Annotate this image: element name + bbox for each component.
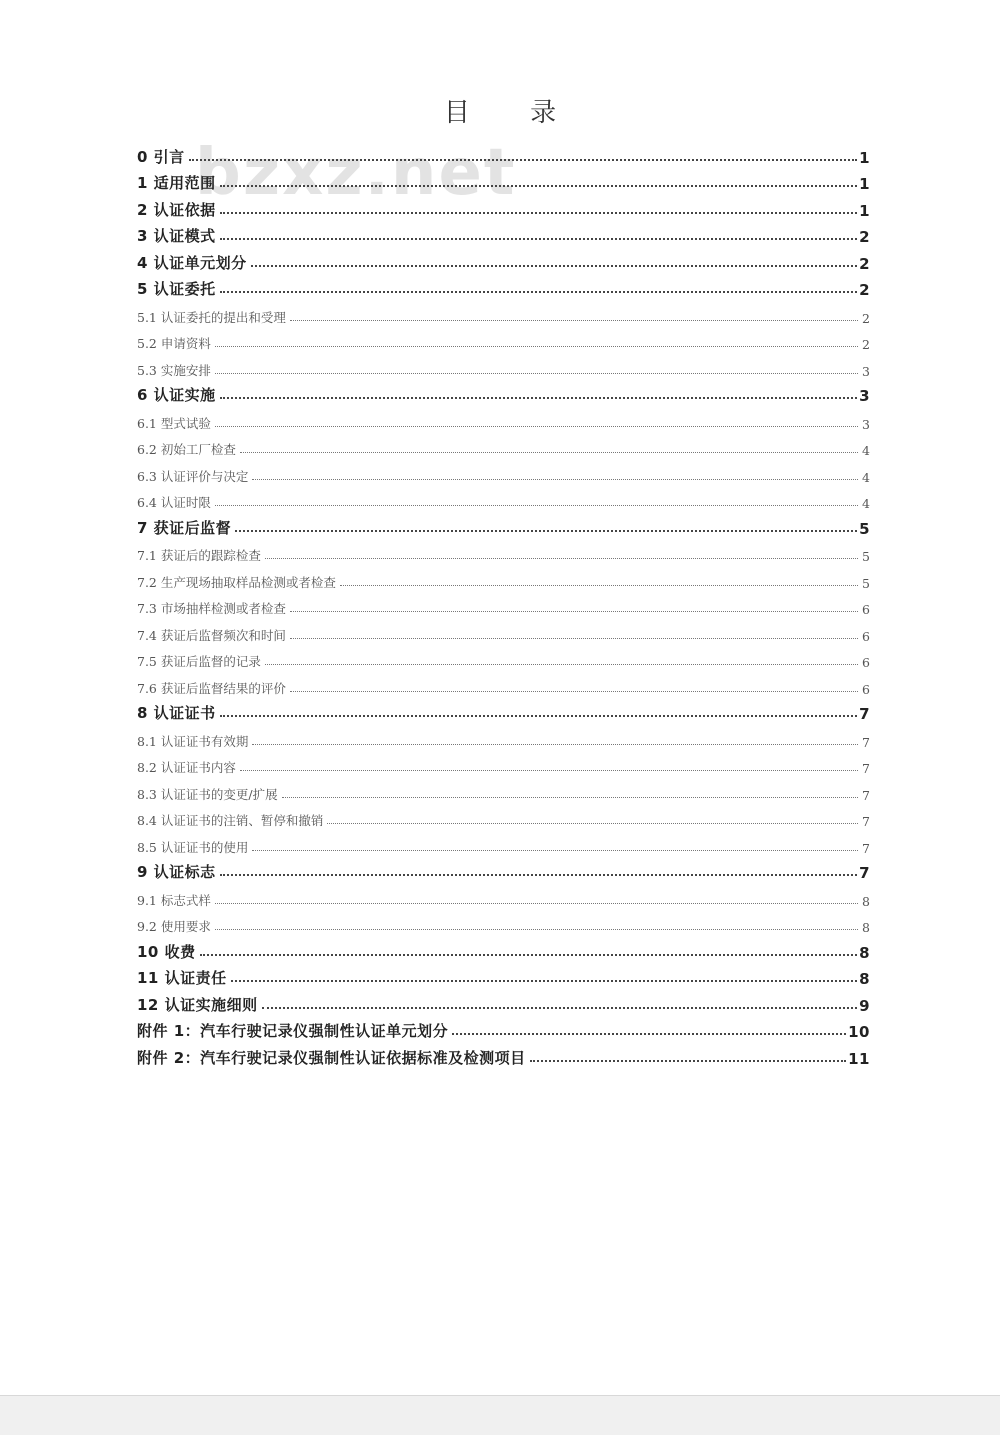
toc-entry[interactable] <box>137 697 870 724</box>
toc-page-number: 9 <box>859 996 870 1015</box>
toc-leader-dots <box>340 585 858 586</box>
toc-subentry[interactable] <box>137 432 870 459</box>
toc-entry-label: 7.6 获证后监督结果的评价 <box>137 680 286 696</box>
toc-page-number: 7 <box>859 705 870 723</box>
toc-page-number: 8 <box>859 970 870 988</box>
toc-page-number: 4 <box>862 469 870 485</box>
toc-entry-label: 5.2 申请资料 <box>137 336 211 351</box>
toc-leader-dots <box>220 212 857 214</box>
toc-subentry[interactable] <box>137 405 870 432</box>
toc-entry[interactable] <box>137 167 870 194</box>
toc-page-number: 3 <box>862 416 870 432</box>
toc-leader-dots <box>252 744 858 745</box>
toc-entry[interactable] <box>137 193 870 220</box>
toc-entry-label: 8.5 认证证书的使用 <box>137 839 249 855</box>
toc-page-number: 5 <box>859 519 870 538</box>
toc-entry-label: 12 认证实施细则 <box>137 995 258 1014</box>
toc-entry[interactable] <box>137 511 870 538</box>
toc-leader-dots <box>240 770 858 771</box>
toc-leader-dots <box>220 715 857 717</box>
toc-leader-dots <box>290 638 858 639</box>
toc-entry-label: 8.1 认证证书有效期 <box>137 733 249 749</box>
toc-leader-dots <box>262 1007 857 1009</box>
toc-subentry[interactable] <box>137 485 870 512</box>
toc-page-number: 1 <box>859 148 870 167</box>
toc-subentry[interactable] <box>137 591 870 618</box>
toc-leader-dots <box>290 691 858 692</box>
toc-leader-dots <box>252 479 858 480</box>
toc-entry-label: 8.4 认证证书的注销、暂停和撤销 <box>137 813 324 828</box>
toc-leader-dots <box>251 265 857 267</box>
toc-leader-dots <box>290 320 858 321</box>
toc-page-number: 10 <box>848 1023 870 1041</box>
toc-entry-label: 8 认证证书 <box>137 704 216 722</box>
toc-leader-dots <box>215 373 858 374</box>
toc-subentry[interactable] <box>137 326 870 353</box>
toc-page-number: 7 <box>862 734 870 750</box>
toc-leader-dots <box>235 530 857 532</box>
table-of-contents <box>137 140 870 1068</box>
toc-entry-label: 6.2 初始工厂检查 <box>137 442 236 457</box>
toc-page-number: 7 <box>862 814 870 829</box>
toc-entry[interactable] <box>137 935 870 962</box>
toc-entry[interactable] <box>137 379 870 406</box>
toc-entry[interactable] <box>137 246 870 273</box>
toc-leader-dots <box>452 1033 846 1035</box>
viewer-bottom-bar <box>0 1395 1000 1435</box>
toc-entry-label: 6 认证实施 <box>137 386 216 404</box>
toc-leader-dots <box>220 238 857 240</box>
toc-leader-dots <box>265 664 858 665</box>
toc-subentry[interactable] <box>137 458 870 485</box>
toc-entry-label: 6.3 认证评价与决定 <box>137 468 249 484</box>
toc-entry-label: 7.4 获证后监督频次和时间 <box>137 627 286 643</box>
toc-leader-dots <box>215 929 858 930</box>
toc-subentry[interactable] <box>137 617 870 644</box>
toc-page-number: 5 <box>862 575 870 591</box>
toc-subentry[interactable] <box>137 723 870 750</box>
toc-entry-label: 10 收费 <box>137 942 196 961</box>
toc-entry-label: 1 适用范围 <box>137 174 216 192</box>
toc-entry-label: 4 认证单元划分 <box>137 253 247 272</box>
toc-subentry[interactable] <box>137 564 870 591</box>
toc-leader-dots <box>215 346 858 347</box>
toc-entry-label: 5 认证委托 <box>137 280 216 298</box>
toc-subentry[interactable] <box>137 803 870 830</box>
toc-entry[interactable] <box>137 988 870 1015</box>
toc-leader-dots <box>215 903 858 904</box>
toc-leader-dots <box>220 874 857 876</box>
toc-leader-dots <box>220 291 857 293</box>
toc-entry-label: 8.3 认证证书的变更/扩展 <box>137 786 278 802</box>
toc-leader-dots <box>240 452 858 453</box>
toc-subentry[interactable] <box>137 829 870 856</box>
toc-leader-dots <box>282 797 858 798</box>
toc-entry[interactable] <box>137 140 870 167</box>
toc-subentry[interactable] <box>137 538 870 565</box>
watermark-text: bzxz.net <box>195 136 517 210</box>
toc-page-number: 7 <box>862 761 870 776</box>
toc-page-number: 2 <box>859 254 870 273</box>
toc-leader-dots <box>220 185 857 187</box>
toc-entry-label: 3 认证模式 <box>137 227 216 245</box>
toc-entry-label: 5.3 实施安排 <box>137 362 211 378</box>
toc-subentry[interactable] <box>137 299 870 326</box>
toc-entry-label: 9 认证标志 <box>137 863 216 881</box>
toc-subentry[interactable] <box>137 352 870 379</box>
toc-entry[interactable] <box>137 1015 870 1042</box>
toc-page-number: 6 <box>862 681 870 697</box>
toc-entry[interactable] <box>137 1041 870 1068</box>
toc-page-number: 1 <box>859 201 870 220</box>
toc-page-number: 11 <box>848 1049 870 1068</box>
toc-leader-dots <box>265 558 858 559</box>
toc-page-number: 3 <box>862 363 870 379</box>
toc-entry-label: 0 引言 <box>137 147 185 166</box>
toc-page-number: 7 <box>859 864 870 882</box>
toc-page-number: 8 <box>862 893 870 909</box>
toc-entry-label: 7.2 生产现场抽取样品检测或者检查 <box>137 574 336 590</box>
toc-entry-label: 5.1 认证委托的提出和受理 <box>137 309 286 325</box>
toc-page-number: 2 <box>862 337 870 352</box>
toc-entry[interactable] <box>137 273 870 300</box>
toc-page-number: 6 <box>862 602 870 617</box>
toc-entry-label: 附件 2：汽车行驶记录仪强制性认证依据标准及检测项目 <box>137 1048 526 1067</box>
toc-subentry[interactable] <box>137 776 870 803</box>
toc-page-number: 8 <box>859 943 870 962</box>
toc-leader-dots <box>200 954 857 956</box>
toc-page-number: 7 <box>862 787 870 803</box>
toc-leader-dots <box>231 980 857 982</box>
toc-leader-dots <box>215 505 858 506</box>
toc-page-number: 7 <box>862 840 870 856</box>
toc-entry[interactable] <box>137 962 870 989</box>
toc-entry-label: 7.3 市场抽样检测或者检查 <box>137 601 286 616</box>
toc-entry-label: 7.1 获证后的跟踪检查 <box>137 548 261 563</box>
toc-entry[interactable] <box>137 220 870 247</box>
toc-page-number: 6 <box>862 655 870 670</box>
toc-page-number: 6 <box>862 628 870 644</box>
toc-subentry[interactable] <box>137 670 870 697</box>
toc-leader-dots <box>290 611 858 612</box>
toc-page-number: 4 <box>862 496 870 511</box>
toc-leader-dots <box>252 850 858 851</box>
toc-page-number: 1 <box>859 175 870 193</box>
toc-entry-label: 6.1 型式试验 <box>137 415 211 431</box>
toc-entry-label: 11 认证责任 <box>137 969 227 987</box>
toc-entry-label: 2 认证依据 <box>137 200 216 219</box>
toc-entry-label: 9.1 标志式样 <box>137 892 211 908</box>
toc-page-number: 5 <box>862 549 870 564</box>
toc-leader-dots <box>220 397 857 399</box>
toc-entry-label: 附件 1：汽车行驶记录仪强制性认证单元划分 <box>137 1022 449 1040</box>
toc-entry-label: 8.2 认证证书内容 <box>137 760 236 775</box>
toc-entry-label: 7.5 获证后监督的记录 <box>137 654 261 669</box>
toc-subentry[interactable] <box>137 644 870 671</box>
toc-leader-dots <box>189 159 857 161</box>
toc-entry-label: 6.4 认证时限 <box>137 495 211 510</box>
toc-subentry[interactable] <box>137 882 870 909</box>
toc-leader-dots <box>530 1060 846 1062</box>
toc-subentry[interactable] <box>137 750 870 777</box>
toc-page-number: 2 <box>859 228 870 246</box>
toc-page-number: 2 <box>862 310 870 326</box>
toc-entry-label: 9.2 使用要求 <box>137 919 211 934</box>
toc-entry-label: 7 获证后监督 <box>137 518 232 537</box>
toc-page-number: 3 <box>859 387 870 405</box>
toc-subentry[interactable] <box>137 909 870 936</box>
toc-page-number: 2 <box>859 281 870 299</box>
toc-entry[interactable] <box>137 856 870 883</box>
toc-leader-dots <box>327 823 858 824</box>
toc-page-number: 4 <box>862 443 870 458</box>
page-title: 目 录 <box>443 98 583 128</box>
toc-page-number: 8 <box>862 920 870 935</box>
toc-leader-dots <box>215 426 858 427</box>
